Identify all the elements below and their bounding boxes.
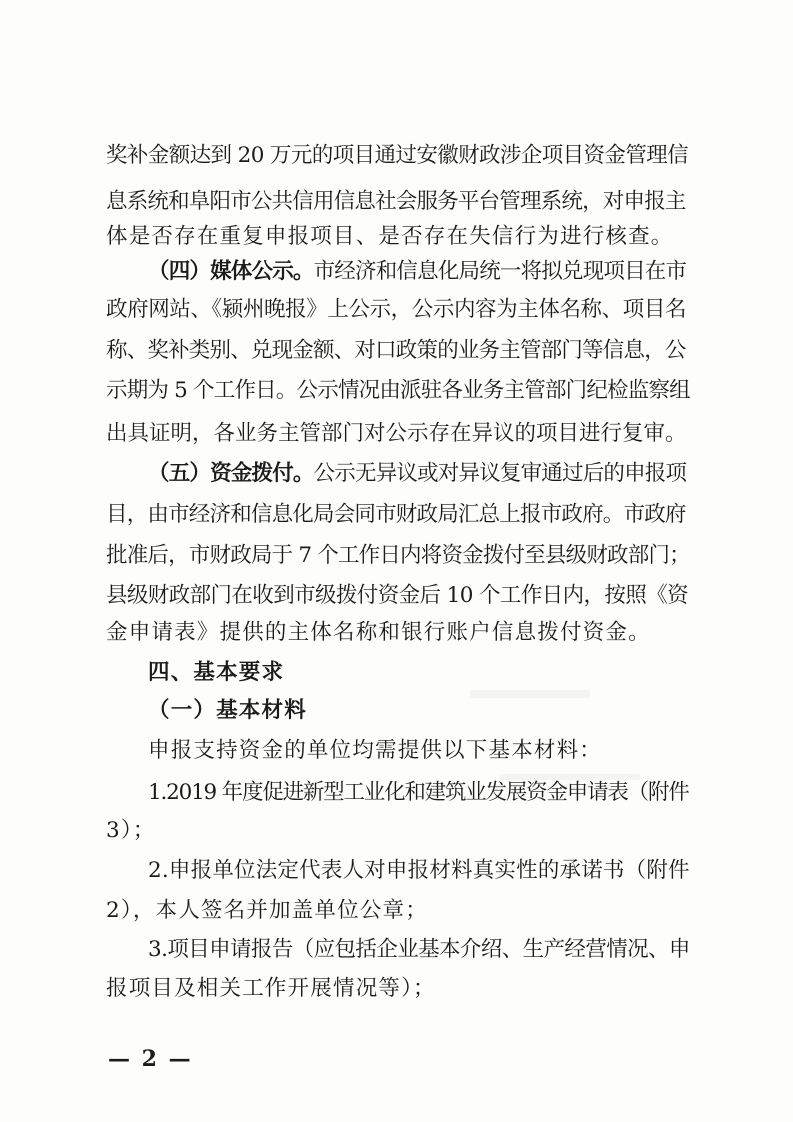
body-line: 申报支持资金的单位均需提供以下基本材料： xyxy=(148,738,603,763)
list-item-continuation: 2），本人签名并加盖单位公章； xyxy=(106,898,428,923)
body-line: 金申请表》提供的主体名称和银行账户信息拨付资金。 xyxy=(106,620,651,645)
body-line: 体是否存在重复申报项目、是否存在失信行为进行核查。 xyxy=(106,224,674,249)
subsection-heading-basic-materials: （一）基本材料 xyxy=(148,698,307,723)
list-item: 3.项目申请报告（应包括企业基本介绍、生产经营情况、申 xyxy=(148,937,690,962)
section-heading-basic-requirements: 四、基本要求 xyxy=(148,660,285,685)
body-line: 政府网站、《颍州晚报》上公示，公示内容为主体名称、项目名 xyxy=(106,297,687,322)
list-item: 1.2019 年度促进新型工业化和建筑业发展资金申请表（附件 xyxy=(148,780,689,805)
section-heading-media-publicity: （四）媒体公示。 xyxy=(148,259,314,284)
body-line: 称、奖补类别、兑现金额、对口政策的业务主管部门等信息，公 xyxy=(106,338,686,363)
body-line: 示期为 5 个工作日。公示情况由派驻各业务主管部门纪检监察组 xyxy=(106,378,690,403)
page-number: — 2 — xyxy=(108,1046,193,1072)
section-heading-fund-disbursement: （五）资金拨付。 xyxy=(148,461,314,486)
scan-smudge xyxy=(470,690,590,698)
body-line: 目，由市经济和信息化局会同市财政局汇总上报市政府。市政府 xyxy=(106,502,686,527)
body-line: 县级财政部门在收到市级拨付资金后 10 个工作日内，按照《资 xyxy=(106,583,689,608)
list-item-continuation: 3）； xyxy=(106,818,156,843)
body-line: 奖补金额达到 20 万元的项目通过安徽财政涉企项目资金管理信 xyxy=(106,143,689,168)
list-item-continuation: 报项目及相关工作开展情况等）； xyxy=(106,976,436,1001)
body-line: 出具证明，各业务主管部门对公示存在异议的项目进行复审。 xyxy=(106,421,687,446)
paragraph-five-first-line: （五）资金拨付。公示无异议或对异议复审通过后的申报项 xyxy=(148,461,687,486)
paragraph-four-first-line: （四）媒体公示。市经济和信息化局统一将拟兑现项目在市 xyxy=(148,259,687,284)
body-line: 息系统和阜阳市公共信用信息社会服务平台管理系统，对申报主 xyxy=(106,189,686,214)
body-line: 批准后，市财政局于 7 个工作日内将资金拨付至县级财政部门； xyxy=(106,543,690,568)
list-item: 2.申报单位法定代表人对申报材料真实性的承诺书（附件 xyxy=(148,858,690,883)
